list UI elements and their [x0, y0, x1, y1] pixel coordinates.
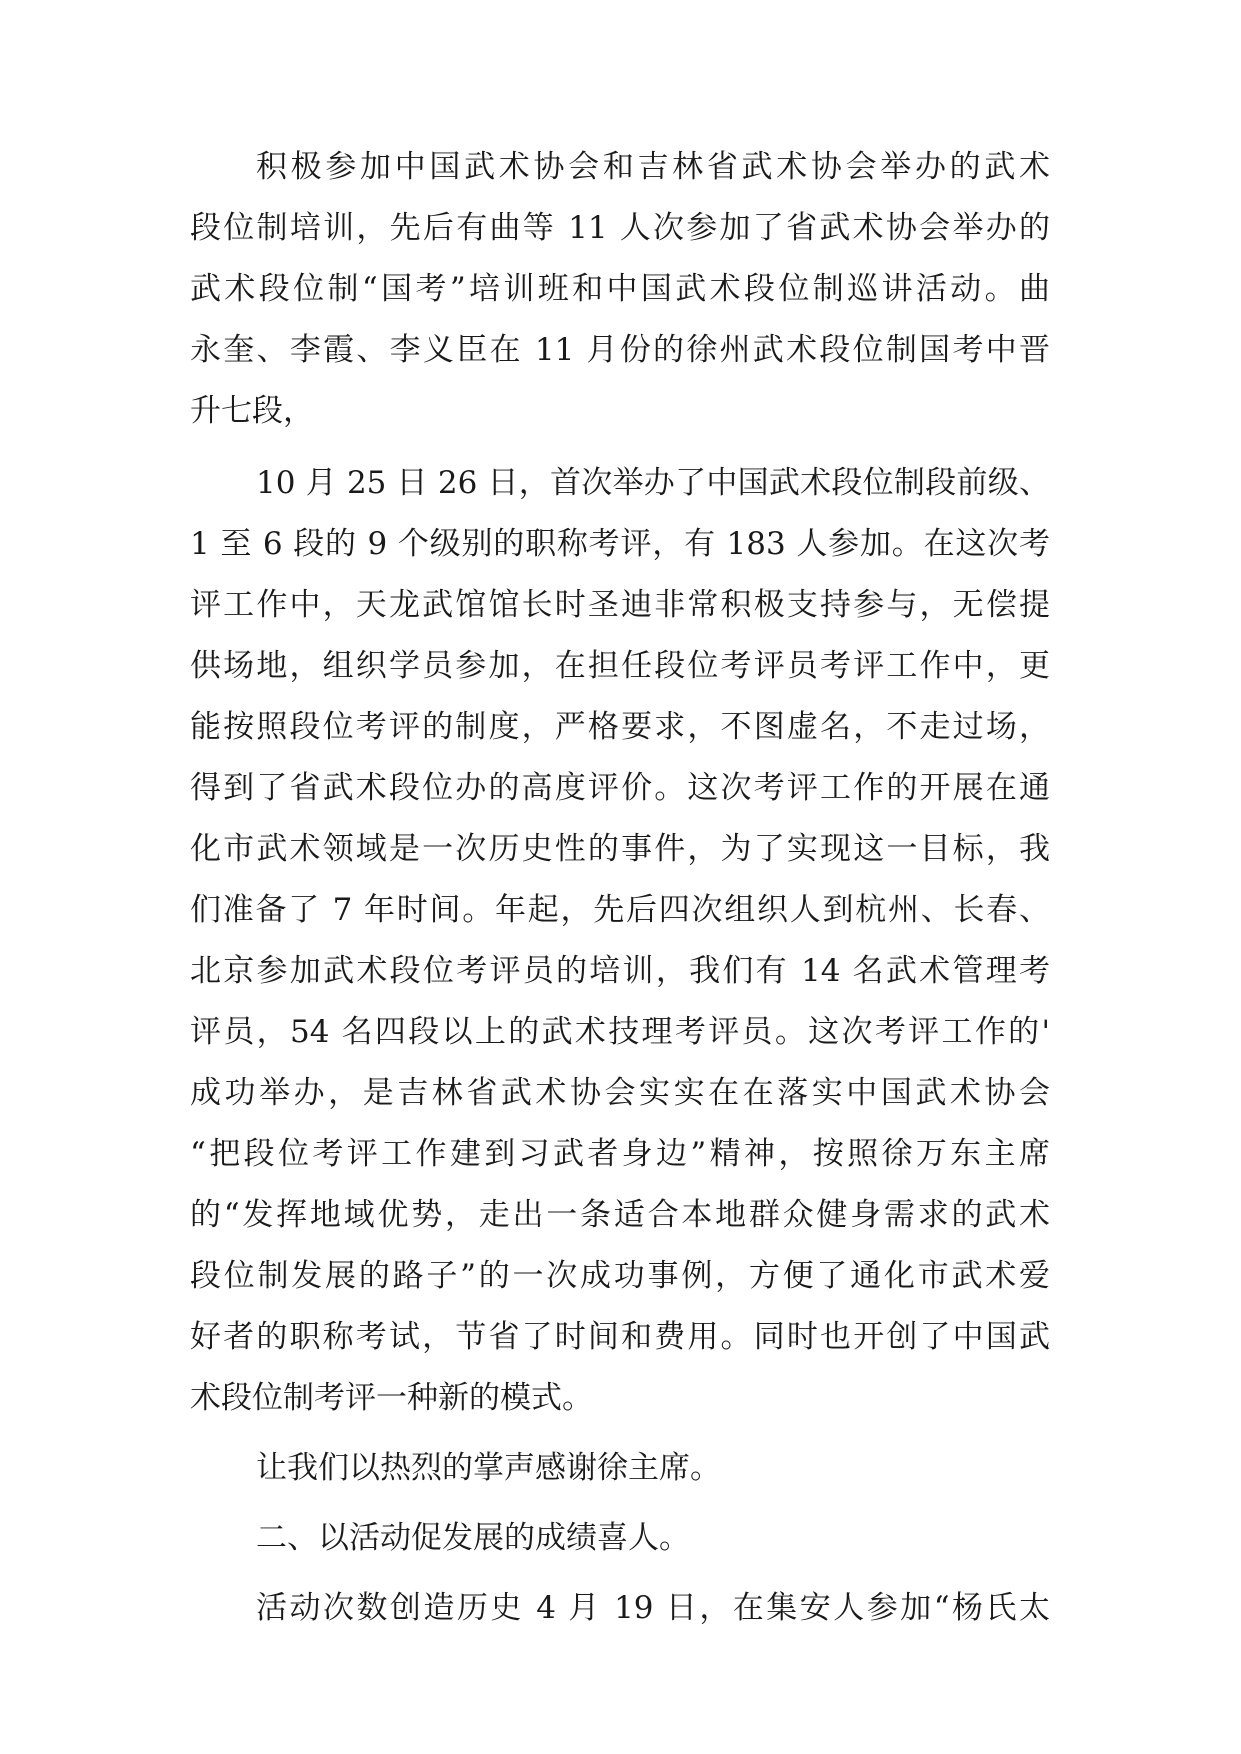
paragraph-line: 北京参加武术段位考评员的培训，我们有 14 名武术管理考 — [190, 953, 1050, 989]
paragraph-line: 永奎、李霞、李义臣在 11 月份的徐州武术段位制国考中晋 — [190, 332, 1050, 368]
paragraph-line: 供场地，组织学员参加，在担任段位考评员考评工作中，更 — [190, 648, 1050, 684]
paragraph-line: 术段位制考评一种新的模式。 — [190, 1380, 593, 1416]
paragraph-line: 活动次数创造历史 4 月 19 日，在集安人参加“杨氏太 — [256, 1590, 1050, 1626]
paragraph-line: 1 至 6 段的 9 个级别的职称考评，有 183 人参加。在这次考 — [190, 526, 1050, 562]
paragraph-line: 武术段位制“国考”培训班和中国武术段位制巡讲活动。曲 — [190, 271, 1050, 307]
paragraph-line: 段位制培训，先后有曲等 11 人次参加了省武术协会举办的 — [190, 210, 1050, 246]
paragraph-line: 让我们以热烈的掌声感谢徐主席。 — [256, 1450, 721, 1486]
paragraph-line: 成功举办，是吉林省武术协会实实在在落实中国武术协会 — [190, 1075, 1050, 1111]
paragraph-line: 评工作中，天龙武馆馆长时圣迪非常积极支持参与，无偿提 — [190, 587, 1050, 623]
paragraph-line: 升七段， — [190, 393, 314, 429]
paragraph-line: 10 月 25 日 26 日，首次举办了中国武术段位制段前级、 — [256, 465, 1050, 501]
paragraph-line: 评员，54 名四段以上的武术技理考评员。这次考评工作的' — [190, 1014, 1050, 1050]
paragraph-line: 段位制发展的路子”的一次成功事例，方便了通化市武术爱 — [190, 1258, 1050, 1294]
paragraph-line: 们准备了 7 年时间。年起，先后四次组织人到杭州、长春、 — [190, 892, 1050, 928]
paragraph-line: 好者的职称考试，节省了时间和费用。同时也开创了中国武 — [190, 1319, 1050, 1355]
paragraph-line: “把段位考评工作建到习武者身边”精神，按照徐万东主席 — [190, 1136, 1050, 1172]
paragraph-line: 化市武术领域是一次历史性的事件，为了实现这一目标，我 — [190, 831, 1050, 867]
section-heading: 二、以活动促发展的成绩喜人。 — [256, 1520, 690, 1556]
paragraph-line: 能按照段位考评的制度，严格要求，不图虚名，不走过场， — [190, 709, 1050, 745]
paragraph-line: 得到了省武术段位办的高度评价。这次考评工作的开展在通 — [190, 770, 1050, 806]
paragraph-line: 积极参加中国武术协会和吉林省武术协会举办的武术 — [256, 149, 1050, 185]
paragraph-line: 的“发挥地域优势，走出一条适合本地群众健身需求的武术 — [190, 1197, 1050, 1233]
